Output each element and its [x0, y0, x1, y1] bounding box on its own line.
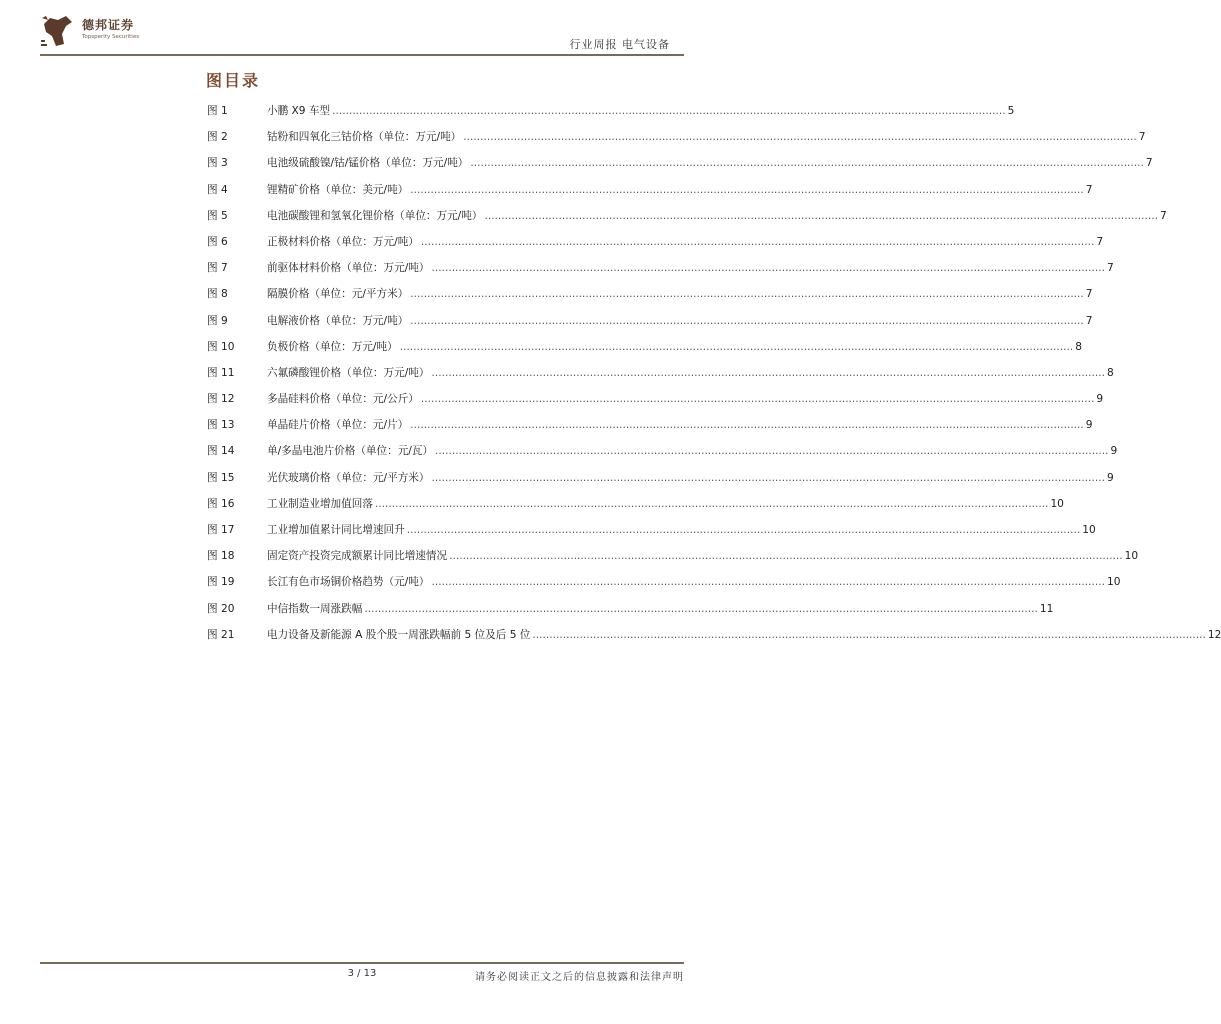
toc-entry-page: 9: [1110, 445, 1118, 458]
toc-entry[interactable]: [207, 182, 1093, 208]
toc-entry[interactable]: [207, 496, 1064, 522]
toc-entry[interactable]: [207, 286, 1093, 312]
toc-entry-title: 隔膜价格（单位：元/平方米）: [267, 288, 409, 301]
company-logo: [40, 14, 170, 48]
toc-entry-page: 7: [1159, 209, 1167, 222]
toc-entry-page: 7: [1145, 157, 1153, 170]
toc-entry-label: 图 20: [207, 602, 235, 615]
toc-entry-title: 电池碳酸锂和氢氧化锂价格（单位：万元/吨）: [267, 209, 483, 222]
toc-entry[interactable]: [207, 208, 1167, 234]
toc-entry-page: 10: [1124, 550, 1139, 563]
toc-leader-dots: ........................................................................................................................................................................................................: [410, 314, 1084, 327]
toc-leader-dots: ........................................................................................................................................................................................................: [532, 628, 1206, 641]
toc-leader-dots: ........................................................................................................................................................................................................: [484, 209, 1158, 222]
toc-entry-page: 7: [1106, 262, 1114, 275]
toc-entry-page: 7: [1085, 314, 1093, 327]
toc-entry-page: 11: [1039, 602, 1054, 615]
toc-leader-dots: ........................................................................................................................................................................................................: [431, 262, 1105, 275]
toc-entry[interactable]: [207, 548, 1139, 574]
toc-entry-page: 9: [1106, 471, 1114, 484]
toc-leader-dots: ........................................................................................................................................................................................................: [406, 524, 1081, 536]
toc-entry-label: 图 8: [207, 288, 228, 301]
toc-entry[interactable]: [207, 313, 1093, 339]
toc-entry[interactable]: [207, 601, 1054, 627]
toc-entry-title: 光伏玻璃价格（单位：元/平方米）: [267, 471, 430, 484]
toc-entry-title: 电解液价格（单位：万元/吨）: [267, 314, 409, 327]
footer-divider: [40, 962, 684, 964]
toc-entry-page: 12: [1207, 628, 1221, 641]
toc-entry-title: 长江有色市场铜价格趋势（元/吨）: [267, 576, 430, 589]
toc-entry-page: 9: [1096, 393, 1104, 406]
toc-entry-page: 10: [1106, 576, 1121, 589]
toc-leader-dots: ........................................................................................................................................................................................................: [449, 550, 1123, 563]
toc-entry-page: 8: [1075, 340, 1082, 353]
toc-entry[interactable]: [207, 574, 1121, 600]
toc-entry-label: 图 13: [207, 419, 235, 432]
toc-entry-page: 7: [1096, 235, 1104, 248]
toc-entry-title: 钴粉和四氧化三钴价格（单位：万元/吨）: [267, 131, 462, 144]
toc-leader-dots: ........................................................................................................................................................................................................: [410, 183, 1084, 196]
toc-entry[interactable]: [207, 339, 1082, 365]
toc-leader-dots: ........................................................................................................................................................................................................: [431, 576, 1105, 589]
report-category: 行业周报 电气设备: [569, 38, 670, 51]
toc-entry-label: 图 9: [207, 314, 228, 327]
toc-entry-label: 图 7: [207, 262, 228, 275]
toc-entry-title: 六氟磷酸锂价格（单位：万元/吨）: [267, 366, 430, 379]
toc-leader-dots: ........................................................................................................................................................................................................: [399, 340, 1074, 353]
toc-leader-dots: ........................................................................................................................................................................................................: [431, 471, 1105, 484]
toc-leader-dots: ........................................................................................................................................................................................................: [364, 602, 1038, 615]
toc-entry-title: 多晶硅料价格（单位：元/公斤）: [267, 393, 419, 406]
toc-leader-dots: ........................................................................................................................................................................................................: [410, 288, 1084, 301]
toc-entry-title: 单晶硅片价格（单位：元/片）: [267, 419, 409, 432]
toc-entry[interactable]: [207, 260, 1114, 286]
toc-entry-page: 7: [1138, 131, 1146, 144]
toc-entry[interactable]: [207, 417, 1093, 443]
toc-entry-label: 图 11: [207, 366, 235, 379]
footer-disclaimer: 请务必阅读正文之后的信息披露和法律声明: [475, 972, 684, 983]
toc-entry-label: 图 2: [207, 131, 228, 144]
toc-entry-title: 负极价格（单位：万元/吨）: [267, 340, 398, 353]
toc-entry-label: 图 1: [207, 105, 228, 117]
toc-entry-label: 图 18: [207, 550, 235, 563]
toc-entry-title: 工业增加值累计同比增速回升: [267, 524, 405, 536]
page-number: 3 / 13: [347, 968, 377, 979]
toc-leader-dots: ........................................................................................................................................................................................................: [420, 393, 1095, 406]
toc-entry-label: 图 15: [207, 471, 235, 484]
toc-leader-dots: ........................................................................................................................................................................................................: [463, 131, 1137, 144]
toc-entry-label: 图 17: [207, 524, 235, 536]
toc-entry-page: 7: [1085, 288, 1093, 301]
toc-title: 图目录: [206, 71, 261, 90]
toc-leader-dots: ........................................................................................................................................................................................................: [410, 419, 1084, 432]
toc-entry-title: 锂精矿价格（单位：美元/吨）: [267, 183, 409, 196]
toc-entry-label: 图 16: [207, 497, 235, 510]
toc-entry-page: 8: [1106, 366, 1114, 379]
toc-entry-label: 图 10: [207, 340, 235, 353]
toc-entry[interactable]: [207, 103, 1015, 129]
toc-entry-label: 图 14: [207, 445, 235, 458]
figure-toc-list: [207, 103, 1221, 653]
toc-entry-label: 图 21: [207, 628, 235, 641]
toc-entry-page: 10: [1050, 497, 1064, 510]
toc-entry[interactable]: [207, 522, 1096, 548]
toc-entry-title: 中信指数一周涨跌幅: [267, 602, 363, 615]
toc-entry-label: 图 4: [207, 183, 228, 196]
toc-entry[interactable]: [207, 129, 1146, 155]
toc-entry[interactable]: [207, 234, 1104, 260]
toc-leader-dots: ........................................................................................................................................................................................................: [435, 445, 1109, 458]
toc-entry-title: 电力设备及新能源 A 股个股一周涨跌幅前 5 位及后 5 位: [267, 628, 531, 641]
toc-entry[interactable]: [207, 470, 1114, 496]
toc-entry[interactable]: [207, 627, 1221, 653]
toc-leader-dots: ........................................................................................................................................................................................................: [431, 366, 1105, 379]
topsperity-logo-icon: [40, 14, 76, 48]
toc-entry-page: 9: [1085, 419, 1093, 432]
toc-entry-title: 固定资产投资完成额累计同比增速情况: [267, 550, 448, 563]
toc-entry-page: 5: [1007, 105, 1015, 117]
toc-entry-title: 小鹏 X9 车型: [267, 105, 331, 117]
toc-leader-dots: ........................................................................................................................................................................................................: [332, 105, 1006, 117]
logo-subtitle: Topsperity Securities: [82, 34, 140, 40]
toc-entry[interactable]: [207, 155, 1153, 181]
toc-entry-label: 图 6: [207, 235, 228, 248]
toc-entry-page: 7: [1085, 183, 1093, 196]
toc-entry[interactable]: [207, 443, 1118, 469]
toc-entry-label: 图 3: [207, 157, 228, 170]
toc-entry-title: 前驱体材料价格（单位：万元/吨）: [267, 262, 430, 275]
logo-name: 德邦证券: [82, 18, 135, 32]
toc-entry-label: 图 12: [207, 393, 235, 406]
toc-entry-label: 图 19: [207, 576, 235, 589]
toc-leader-dots: ........................................................................................................................................................................................................: [470, 157, 1144, 170]
toc-entry-title: 电池级硫酸镍/钴/锰价格（单位：万元/吨）: [267, 157, 469, 170]
toc-leader-dots: ........................................................................................................................................................................................................: [374, 497, 1049, 510]
header-divider: [40, 54, 684, 56]
toc-entry-title: 工业制造业增加值回落: [267, 497, 373, 510]
toc-entry[interactable]: [207, 391, 1104, 417]
toc-entry-title: 正极材料价格（单位：万元/吨）: [267, 235, 419, 248]
toc-entry[interactable]: [207, 365, 1114, 391]
toc-leader-dots: ........................................................................................................................................................................................................: [420, 235, 1095, 248]
toc-entry-label: 图 5: [207, 209, 228, 222]
toc-entry-title: 单/多晶电池片价格（单位：元/瓦）: [267, 445, 434, 458]
toc-entry-page: 10: [1082, 524, 1096, 536]
